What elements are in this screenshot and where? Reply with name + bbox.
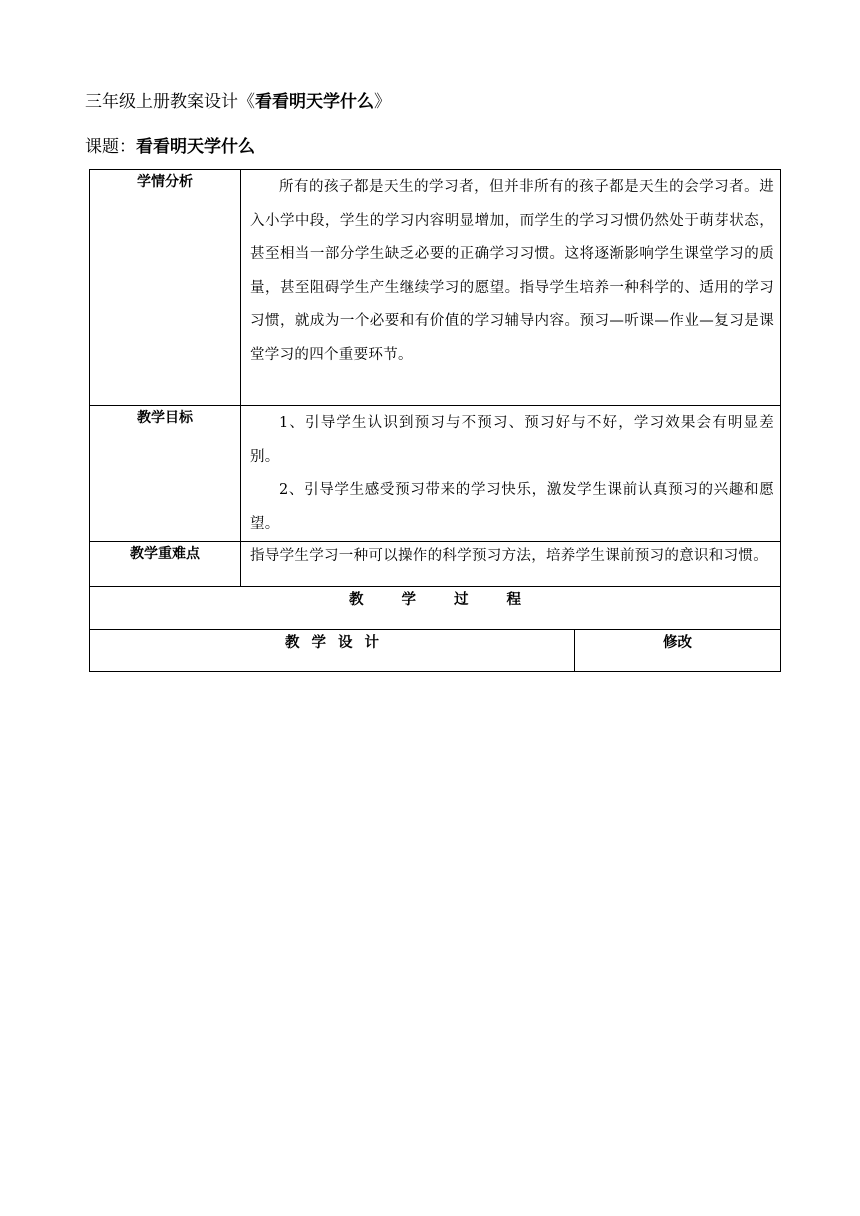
process-char: 教 [349,592,364,608]
table-row-objectives [90,406,781,542]
design-heading [90,630,575,672]
lesson-table [89,169,781,672]
table-row-process [90,587,781,630]
design-char: 计 [364,635,379,651]
objective-item: 1、引导学生认识到预习与不预习、预习好与不好，学习效果会有明显差别。 [250,415,774,465]
key-points-content: 指导学生学习一种可以操作的科学预习方法，培养学生课前预习的意识和习惯。 [241,542,781,587]
process-char: 程 [506,592,521,608]
objective-item: 2、引导学生感受预习带来的学习快乐，激发学生课前认真预习的兴趣和愿望。 [250,482,774,532]
design-char: 学 [311,635,326,651]
process-char: 过 [454,592,469,608]
design-char: 教 [285,635,300,651]
process-char: 学 [401,592,416,608]
design-char: 设 [338,635,353,651]
edit-heading: 修改 [575,630,781,672]
title-prefix: 三年级上册教案设计《 [85,92,255,112]
key-points-label: 教学重难点 [90,542,241,587]
table-row-key-points [90,542,781,587]
objectives-content [241,406,781,542]
objectives-label: 教学目标 [90,406,241,542]
analysis-content [241,170,781,406]
process-heading [90,587,781,630]
title-suffix: 》 [374,92,391,112]
table-row-design [90,630,781,672]
title-bold: 看看明天学什么 [255,92,374,112]
table-row-analysis [90,170,781,406]
lesson-topic [85,135,255,159]
topic-value: 看看明天学什么 [136,137,255,157]
analysis-paragraph: 所有的孩子都是天生的学习者，但并非所有的孩子都是天生的会学习者。进入小学中段，学生的学习内容明显增加，而学生的学习习惯仍然处于萌芽状态，甚至相当一部分学生缺乏必要的正确学习习惯。这将逐渐影响学生课堂学习的质量，甚至阻碍学生产生继续学习的愿望。指导学生培养一种科学的、适用的学习习惯，就成为一个必要和有价值的学习辅导内容。预习—听课—作业—复习是课堂学习的四个重要环节。 [250,179,774,363]
document-title [85,90,391,114]
topic-label: 课题： [85,137,136,157]
analysis-label: 学情分析 [90,170,241,406]
